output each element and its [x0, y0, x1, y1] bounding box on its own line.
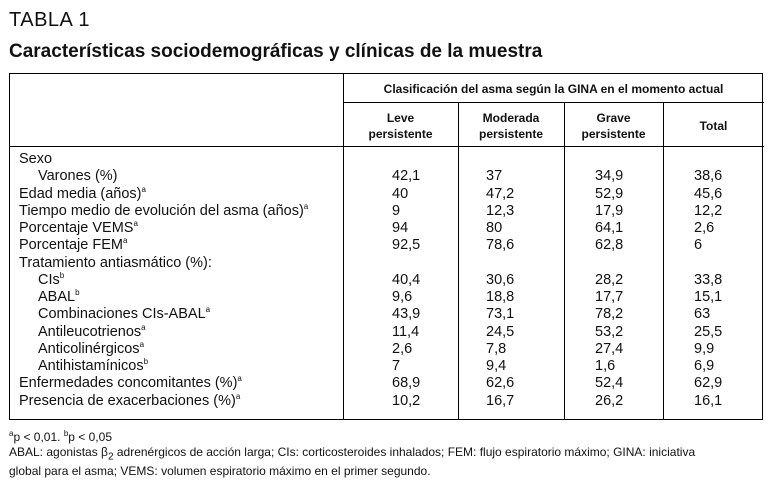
- footnote-abbreviations-1: [9, 445, 769, 464]
- table-row: [10, 358, 764, 374]
- col-header-grave: [564, 110, 663, 142]
- row-label-text: Edad media (años): [19, 185, 142, 202]
- table-row: [10, 151, 764, 167]
- footnotes: [9, 430, 769, 479]
- table-row: [10, 289, 764, 305]
- cell-value: 16,1: [694, 392, 723, 409]
- footnote-abbrev-1a: ABAL: agonistas β: [9, 445, 108, 459]
- cell-value: 27,4: [595, 340, 624, 357]
- cell-value: 40,4: [392, 271, 421, 288]
- row-label-sup: a: [205, 305, 211, 315]
- row-label: [38, 341, 144, 357]
- cell-value: 80: [486, 220, 503, 236]
- row-label-sup: a: [133, 219, 138, 229]
- table-row: [10, 306, 764, 322]
- cell-value: 18,8: [486, 289, 515, 305]
- table-label: TABLA 1: [9, 9, 90, 31]
- row-label-text: Antileucotrienos: [38, 323, 142, 340]
- group-header: Clasificación del asma según la GINA en el momento actual: [383, 82, 724, 96]
- col-header-leve-line2: persistente: [368, 127, 433, 141]
- row-label-text: Sexo: [19, 151, 53, 167]
- row-label-text: Varones (%): [38, 168, 118, 185]
- cell-value: 52,4: [595, 375, 624, 392]
- footnote-sup-b: b: [63, 429, 69, 438]
- row-label: [19, 151, 52, 167]
- row-label-text: Anticolinérgicos: [38, 340, 140, 357]
- cell-value: 42,1: [392, 168, 421, 185]
- cell-value: 30,6: [486, 271, 515, 288]
- table-row: [10, 255, 764, 271]
- cell-value: 24,5: [486, 323, 515, 340]
- table-row: [10, 375, 764, 391]
- row-label: [38, 306, 210, 322]
- row-label-sup: b: [59, 270, 65, 280]
- cell-value: 64,1: [595, 220, 624, 236]
- table-row: [10, 237, 764, 253]
- table-row: [10, 203, 764, 219]
- table-row: [10, 186, 764, 202]
- cell-value: 7,8: [486, 340, 507, 357]
- row-label: [38, 324, 146, 340]
- data-table: [9, 73, 763, 420]
- col-header-moderada-line2: persistente: [478, 127, 544, 141]
- table-row: [10, 393, 764, 409]
- col-header-moderada-line1: Moderada: [482, 111, 540, 125]
- cell-value: 16,7: [486, 392, 515, 409]
- col-header-grave-line1: Grave: [596, 111, 631, 125]
- row-label-text: Presencia de exacerbaciones (%): [19, 392, 236, 409]
- cell-value: 26,2: [595, 392, 624, 409]
- cell-value: 37: [486, 168, 503, 185]
- cell-value: 9,6: [392, 289, 413, 305]
- row-label-sup: a: [303, 201, 309, 211]
- cell-value: 17,7: [595, 289, 624, 305]
- row-label-text: ABAL: [38, 289, 76, 305]
- cell-value: 45,6: [694, 185, 723, 202]
- cell-value: 52,9: [595, 185, 624, 202]
- row-label-sup: b: [143, 357, 149, 367]
- row-label-sup: a: [237, 374, 242, 384]
- cell-value: 17,9: [595, 202, 624, 219]
- cell-value: 12,2: [694, 202, 723, 219]
- table-row: [10, 324, 764, 340]
- row-label-sup: b: [75, 288, 80, 298]
- cell-value: 34,9: [595, 168, 624, 185]
- cell-value: 63: [694, 306, 711, 323]
- cell-value: 94: [392, 220, 409, 236]
- cell-value: 9,4: [486, 358, 507, 374]
- row-label: [19, 220, 138, 236]
- cell-value: 62,6: [486, 375, 515, 392]
- table-row: [10, 220, 764, 236]
- row-label-text: Antihistamínicos: [38, 358, 144, 374]
- row-label-text: Tiempo medio de evolución del asma (años): [19, 202, 304, 219]
- col-header-total: Total: [699, 119, 728, 133]
- row-label-sup: a: [141, 184, 146, 194]
- footnote-a-text: p < 0,01.: [13, 430, 64, 444]
- row-label-sup: a: [235, 391, 241, 401]
- cell-value: 62,8: [595, 237, 624, 254]
- cell-value: 38,6: [694, 168, 723, 185]
- header-divider: [343, 102, 764, 103]
- cell-value: 9,9: [694, 340, 715, 357]
- cell-value: 47,2: [486, 185, 515, 202]
- row-label: [19, 237, 127, 253]
- table-row: [10, 341, 764, 357]
- cell-value: 28,2: [595, 271, 624, 288]
- row-label-sup: a: [122, 236, 128, 246]
- row-label-text: Porcentaje VEMS: [19, 220, 134, 236]
- table-row: [10, 168, 764, 184]
- row-label: [19, 375, 242, 391]
- cell-value: 68,9: [392, 375, 421, 392]
- header-bottom-rule: [10, 146, 764, 147]
- col-header-leve: [343, 110, 458, 142]
- cell-value: 33,8: [694, 271, 723, 288]
- row-label: [38, 168, 118, 184]
- cell-value: 12,3: [486, 202, 515, 219]
- col-header-leve-line1: Leve: [386, 111, 415, 125]
- row-label-sup: a: [139, 339, 145, 349]
- footnote-b-text: p < 0,05: [68, 430, 112, 444]
- row-label-sup: a: [141, 322, 146, 332]
- row-label: [38, 272, 64, 288]
- cell-value: 10,2: [392, 392, 421, 409]
- cell-value: 1,6: [595, 358, 616, 374]
- row-label: [19, 255, 212, 271]
- table-row: [10, 272, 764, 288]
- footnote-abbreviations-2: global para el asma; VEMS: volumen espiratorio máximo en el primer segundo.: [9, 464, 431, 479]
- footnote-significance: [9, 430, 769, 445]
- cell-value: 53,2: [595, 323, 624, 340]
- cell-value: 2,6: [694, 220, 715, 236]
- cell-value: 25,5: [694, 323, 723, 340]
- row-label: [19, 393, 240, 409]
- cell-value: 92,5: [392, 237, 421, 254]
- cell-value: 78,6: [486, 237, 515, 254]
- row-label-text: Porcentaje FEM: [19, 237, 123, 254]
- footnote-sup-a: a: [9, 429, 14, 438]
- cell-value: 6: [694, 237, 703, 254]
- row-label-text: Combinaciones CIs-ABAL: [38, 306, 206, 323]
- row-label: [19, 203, 308, 219]
- cell-value: 6,9: [694, 358, 715, 374]
- cell-value: 62,9: [694, 375, 723, 392]
- cell-value: 7: [392, 358, 401, 374]
- cell-value: 9: [392, 202, 401, 219]
- cell-value: 78,2: [595, 306, 624, 323]
- footnote-abbrev-sub: 2: [107, 451, 114, 463]
- footnote-abbrev-1b: adrenérgicos de acción larga; CIs: corticosteroides inhalados; FEM: flujo espiratorio máximo; GINA: iniciativa: [113, 445, 696, 459]
- row-label: [19, 186, 146, 202]
- cell-value: 2,6: [392, 340, 413, 357]
- cell-value: 43,9: [392, 306, 421, 323]
- col-header-moderada: [458, 110, 564, 142]
- row-label-text: Enfermedades concomitantes (%): [19, 375, 238, 392]
- col-header-grave-line2: persistente: [581, 127, 646, 141]
- row-label: [38, 289, 80, 305]
- row-label-text: CIs: [38, 271, 60, 288]
- row-label-text: Tratamiento antiasmático (%):: [19, 254, 212, 271]
- cell-value: 73,1: [486, 306, 515, 323]
- cell-value: 11,4: [392, 323, 420, 340]
- row-label: [38, 358, 148, 374]
- cell-value: 15,1: [694, 289, 723, 305]
- table-title: Características sociodemográficas y clínicas de la muestra: [9, 41, 543, 62]
- cell-value: 40: [392, 185, 409, 202]
